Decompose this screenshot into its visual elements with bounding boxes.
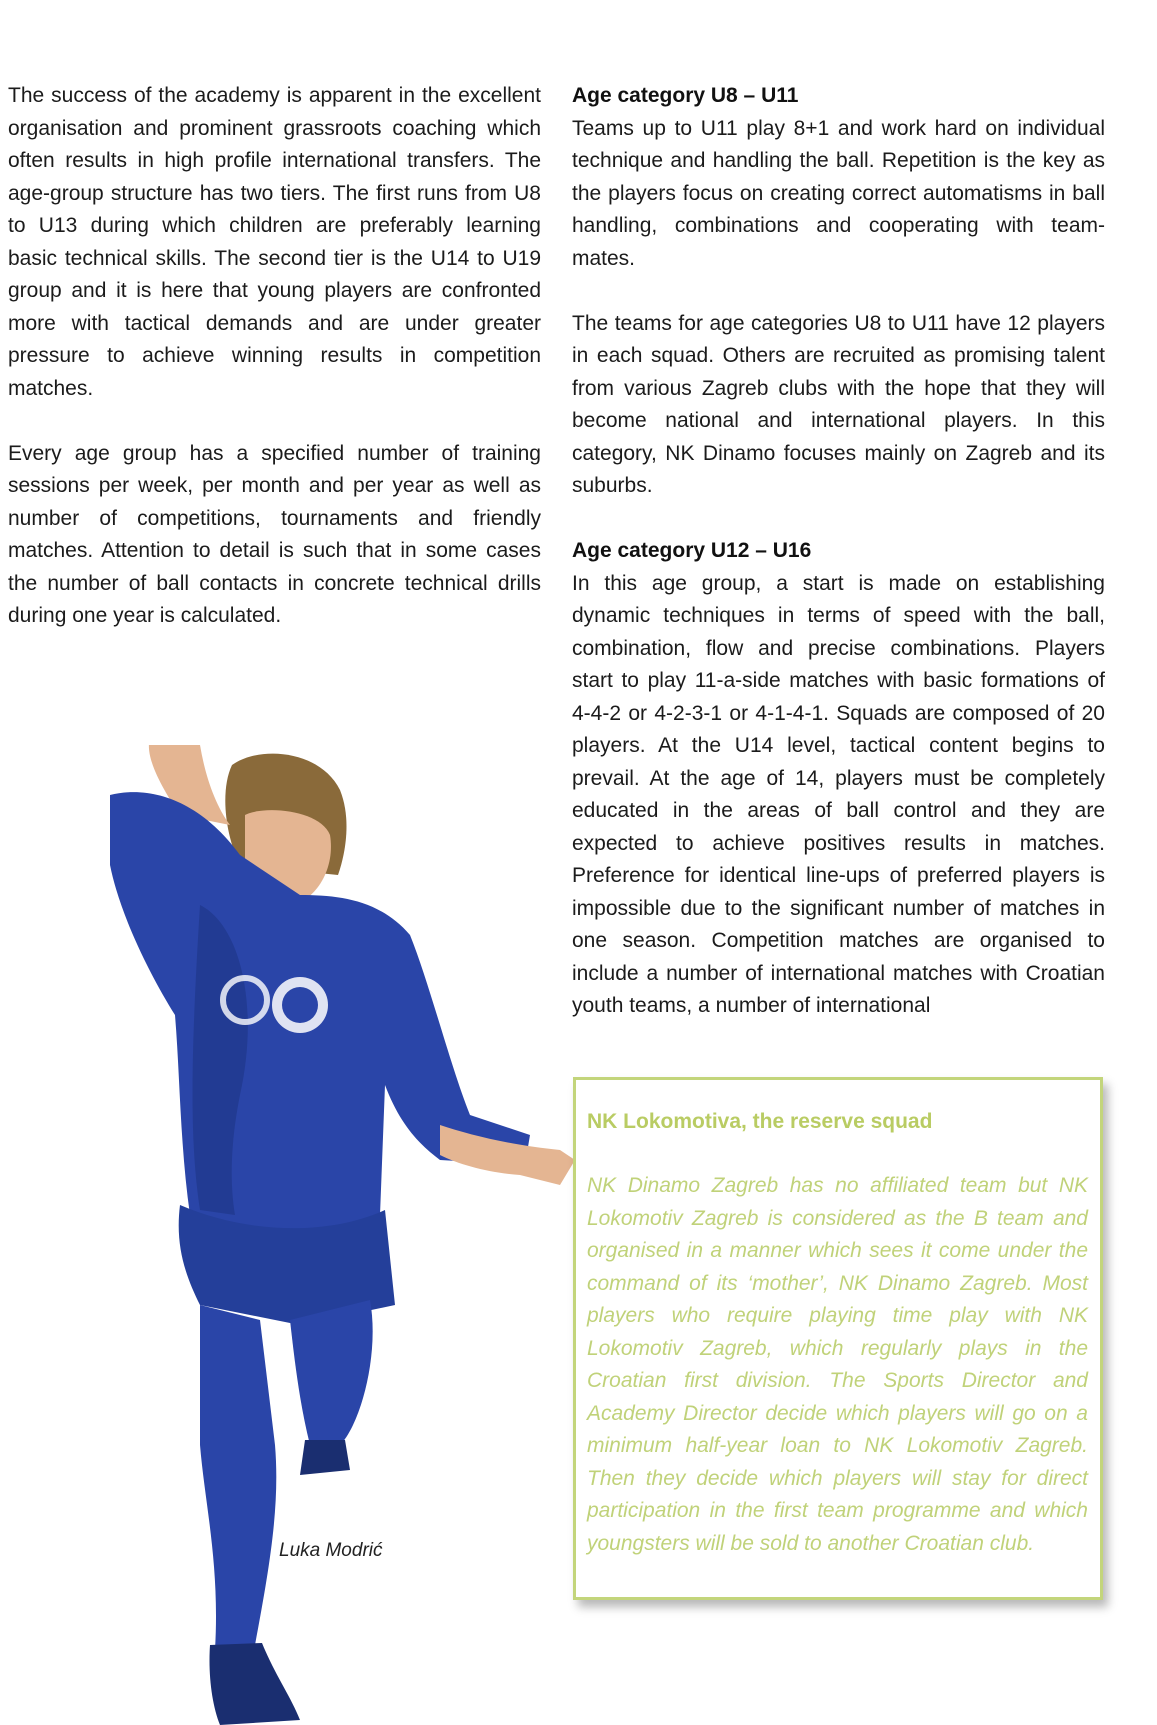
photo-caption: Luka Modrić <box>279 1540 383 1561</box>
intro-paragraph: The success of the academy is apparent in the excellent organisation and prominent grassroots coaching which often results in high profile international transfers. The age-group structure has two tiers. The first runs from U8 to U13 during which children are preferably learning basic technical skills. The second tier is the U14 to U19 group and it is here that young players are confronted more with tactical demands and are under greater pressure to achieve winning results in competition matches. <box>8 84 541 400</box>
player-leg-left <box>200 1305 276 1650</box>
section-heading-u12-u16: Age category U12 – U16 <box>572 539 812 562</box>
player-boot-right <box>300 1440 350 1475</box>
sidebar-title: NK Lokomotiva, the reserve squad <box>587 1110 933 1133</box>
section-heading-u8-u11: Age category U8 – U11 <box>572 84 799 107</box>
player-leg-right <box>290 1300 373 1445</box>
u8-u11-paragraph-1: Teams up to U11 play 8+1 and work hard on individual technique and handling the ball. Repetition is the key as the players focus on creating correct automatisms in ball handling, combinations and cooperating with team-mates. <box>572 116 1105 270</box>
player-boot <box>209 1643 300 1725</box>
player-photo <box>0 745 580 1725</box>
sidebar-box <box>573 1077 1103 1600</box>
sidebar-body: NK Dinamo Zagreb has no affiliated team but NK Lokomotiv Zagreb is considered as the B team and organised in a manner which sees it come under the command of its ‘mother’, NK Dinamo Zagreb. Most players who require playing time play with NK Lokomotiv Zagreb, which regularly plays in the Croatian first division. The Sports Director and Academy Director decide which players will go on a minimum half-year loan to NK Lokomotiv Zagreb. Then they decide which players will stay for direct participation in the first team programme and which youngsters will be sold to another Croatian club. <box>587 1174 1088 1555</box>
right-column <box>572 80 1105 1055</box>
u8-u11-paragraph-2: The teams for age categories U8 to U11 have 12 players in each squad. Others are recruited as promising talent from various Zagreb clubs with the hope that they will become national and international players. In this category, NK Dinamo focuses mainly on Zagreb and its suburbs. <box>572 311 1105 497</box>
u12-u16-paragraph: In this age group, a start is made on establishing dynamic techniques in terms of speed with the ball, combination, flow and precise combinations. Players start to play 11-a-side matches with basic formations of 4-4-2 or 4-2-3-1 or 4-1-4-1. Squads are composed of 20 players. At the U14 level, tactical content begins to prevail. At the age of 14, players must be completely educated in the areas of ball control and they are expected to achieve positives results in matches. Preference for identical line-ups of preferred players is impossible due to the significant number of matches in one season. Competition matches are organised to include a number of international matches with Croatian youth teams, a number of international <box>572 571 1105 1017</box>
training-paragraph: Every age group has a specified number of training sessions per week, per month and per year as well as number of competitions, tournaments and friendly matches. Attention to detail is such that in some cases the number of ball contacts in concrete technical drills during one year is calculated. <box>8 441 541 627</box>
left-column <box>8 80 541 665</box>
